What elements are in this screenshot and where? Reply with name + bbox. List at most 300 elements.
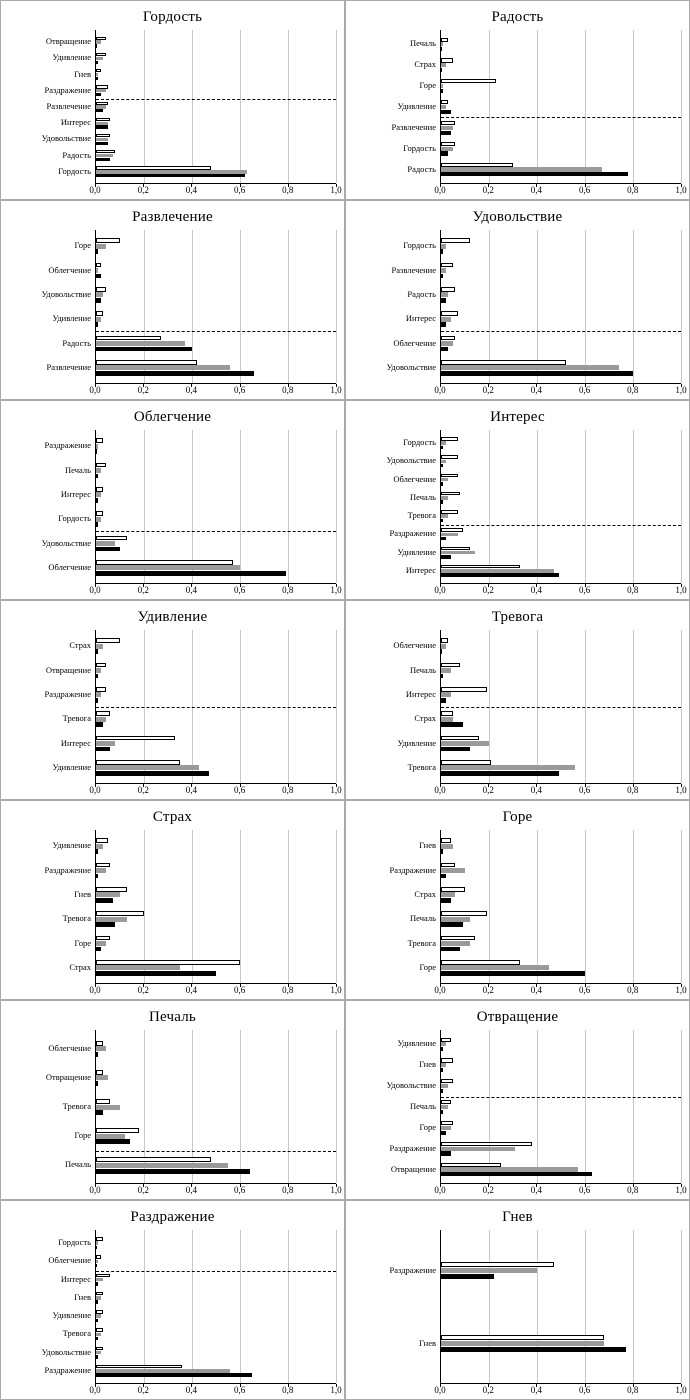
bar-white xyxy=(96,1328,103,1332)
category-label: Раздражение xyxy=(44,688,91,699)
x-tick-label: 0,8 xyxy=(627,185,639,195)
x-tick-label: 0,2 xyxy=(482,1185,494,1195)
bar-black xyxy=(96,77,98,80)
bar-black xyxy=(441,500,443,504)
gridline xyxy=(681,830,682,983)
category-label: Горе xyxy=(419,961,436,972)
bar-white xyxy=(441,142,455,146)
bar-gray xyxy=(96,1075,108,1080)
bar-gray xyxy=(441,1063,446,1067)
bar-black xyxy=(441,747,470,752)
chart-title: Горе xyxy=(502,809,533,825)
bar-gray xyxy=(441,1105,448,1109)
x-axis-ticks xyxy=(434,984,687,998)
category-label: Развлечение xyxy=(46,361,91,372)
x-tick-label: 0,0 xyxy=(89,1385,101,1395)
x-tick-label: 0,0 xyxy=(434,385,446,395)
bar-white xyxy=(441,1121,453,1125)
category-label: Облегчение xyxy=(48,561,91,572)
gridline xyxy=(585,430,586,583)
x-tick-label: 1,0 xyxy=(675,1185,687,1195)
bar-gray xyxy=(96,565,240,570)
bar-black xyxy=(441,849,443,854)
bar-gray xyxy=(96,122,108,125)
category-label: Удивление xyxy=(397,1038,436,1049)
x-tick-label: 0,8 xyxy=(282,185,294,195)
bar-black xyxy=(441,698,446,703)
category-label: Радость xyxy=(62,337,91,348)
bar-gray xyxy=(96,292,103,297)
x-tick-label: 0,8 xyxy=(282,1385,294,1395)
threshold-line xyxy=(441,707,681,708)
bar-black xyxy=(441,1151,451,1155)
x-tick-label: 0,4 xyxy=(185,1385,198,1395)
gridline xyxy=(633,1030,634,1183)
category-label: Раздражение xyxy=(389,1142,436,1153)
bar-gray xyxy=(441,42,443,46)
gridline xyxy=(240,430,241,583)
bar-white xyxy=(96,69,101,72)
category-label: Развлечение xyxy=(391,121,436,132)
bar-white xyxy=(96,287,106,292)
bar-gray xyxy=(96,170,247,173)
x-tick-label: 0,6 xyxy=(578,185,591,195)
category-labels xyxy=(354,30,440,184)
gridline xyxy=(681,30,682,183)
bar-gray xyxy=(96,365,230,370)
plot-area xyxy=(440,230,681,384)
bar-black xyxy=(441,722,463,727)
chart-title: Раздражение xyxy=(130,1209,215,1225)
category-label: Удивление xyxy=(397,101,436,111)
bar-gray xyxy=(441,514,448,518)
bar-gray xyxy=(441,63,446,67)
category-label: Тревога xyxy=(62,1328,91,1339)
bar-white xyxy=(96,150,115,153)
x-tick-label: 0,2 xyxy=(137,585,149,595)
bar-black xyxy=(96,1052,98,1057)
category-label: Горе xyxy=(419,80,436,91)
plot-area xyxy=(440,1030,681,1184)
x-axis-ticks xyxy=(434,1184,687,1198)
x-axis-ticks xyxy=(434,184,687,198)
category-label: Удивление xyxy=(397,546,436,557)
bar-black xyxy=(441,131,451,135)
plot-area xyxy=(440,630,681,784)
bar-gray xyxy=(441,460,446,464)
category-label: Облегчение xyxy=(393,337,436,348)
bar-black xyxy=(96,1300,98,1304)
category-label: Удовольствие xyxy=(386,1080,436,1091)
bar-gray xyxy=(441,292,448,297)
bar-gray xyxy=(441,668,451,673)
bar-gray xyxy=(96,917,127,922)
bar-white xyxy=(96,85,108,88)
category-labels xyxy=(354,430,440,584)
category-label: Гордость xyxy=(58,1237,91,1248)
gridline xyxy=(192,30,193,183)
bar-black xyxy=(96,298,101,303)
bar-gray xyxy=(96,492,101,497)
category-labels xyxy=(9,630,95,784)
bar-black xyxy=(441,322,446,327)
bar-gray xyxy=(96,1369,230,1373)
chart-panel xyxy=(345,0,690,200)
bar-white xyxy=(441,58,453,62)
bar-gray xyxy=(96,668,101,673)
bar-black xyxy=(96,1373,252,1377)
x-tick-label: 0,6 xyxy=(578,1185,591,1195)
category-label: Раздражение xyxy=(389,528,436,539)
bar-black xyxy=(96,249,98,254)
x-tick-label: 0,0 xyxy=(89,1185,101,1195)
plot-area xyxy=(440,830,681,984)
bar-gray xyxy=(441,147,453,151)
bar-gray xyxy=(441,1147,515,1151)
category-label: Удовольствие xyxy=(41,1346,91,1357)
gridline xyxy=(144,1230,145,1383)
category-label: Тревога xyxy=(62,713,91,724)
chart-title: Развлечение xyxy=(132,209,213,225)
bar-black xyxy=(96,274,101,279)
x-tick-label: 0,0 xyxy=(89,185,101,195)
x-tick-label: 0,2 xyxy=(482,185,494,195)
gridline xyxy=(681,1230,682,1383)
chart-title: Тревога xyxy=(491,609,544,625)
category-label: Горе xyxy=(74,240,91,251)
category-labels xyxy=(354,630,440,784)
bar-white xyxy=(441,336,455,341)
x-tick-label: 0,8 xyxy=(282,785,294,795)
bar-black xyxy=(96,747,110,752)
category-label: Гнев xyxy=(419,840,436,851)
bar-black xyxy=(96,1264,97,1268)
bar-gray xyxy=(96,1278,103,1282)
bar-white xyxy=(96,360,197,365)
bar-black xyxy=(96,1110,103,1115)
bar-white xyxy=(441,863,455,868)
chart-title: Удивление xyxy=(137,609,208,625)
bar-gray xyxy=(96,73,98,76)
bar-black xyxy=(441,347,448,352)
bar-gray xyxy=(96,1105,120,1110)
chart-title: Удовольствие xyxy=(472,209,563,225)
x-tick-label: 0,6 xyxy=(233,1185,246,1195)
bar-black xyxy=(441,971,585,976)
bar-white xyxy=(441,1262,554,1267)
bar-gray xyxy=(96,341,185,346)
bar-white xyxy=(96,1128,139,1133)
bar-black xyxy=(96,1355,98,1359)
bar-white xyxy=(96,1292,103,1296)
bar-white xyxy=(441,1038,451,1042)
gridline xyxy=(489,1030,490,1183)
gridline xyxy=(633,430,634,583)
bar-gray xyxy=(96,40,101,43)
category-label: Отвращение xyxy=(45,1071,91,1082)
category-label: Тревога xyxy=(62,1101,91,1111)
x-tick-label: 0,6 xyxy=(233,785,246,795)
threshold-line xyxy=(96,331,336,332)
bar-black xyxy=(441,555,451,559)
bar-black xyxy=(441,249,443,254)
x-tick-label: 0,4 xyxy=(530,1185,543,1195)
bar-white xyxy=(441,38,448,42)
category-label: Удовольствие xyxy=(386,361,436,372)
category-label: Горе xyxy=(74,937,91,948)
bar-gray xyxy=(441,917,470,922)
bar-gray xyxy=(441,965,549,970)
bar-white xyxy=(96,166,211,169)
bar-gray xyxy=(96,444,98,449)
bar-black xyxy=(441,898,451,903)
bar-black xyxy=(96,898,113,903)
x-tick-label: 0,2 xyxy=(482,585,494,595)
bar-white xyxy=(96,1255,101,1259)
x-axis-ticks xyxy=(89,1384,342,1398)
bar-gray xyxy=(441,84,443,88)
chart-title: Радость xyxy=(491,9,544,25)
bar-white xyxy=(96,1310,103,1314)
bar-gray xyxy=(96,965,180,970)
bar-black xyxy=(96,649,98,654)
bar-white xyxy=(96,936,110,941)
bar-white xyxy=(96,336,161,341)
bar-gray xyxy=(441,244,446,249)
category-labels xyxy=(354,830,440,984)
bar-black xyxy=(441,371,633,376)
bar-black xyxy=(441,151,448,155)
x-tick-label: 0,0 xyxy=(434,1185,446,1195)
bar-black xyxy=(441,1089,443,1093)
category-label: Раздражение xyxy=(44,1364,91,1375)
gridline xyxy=(240,30,241,183)
x-tick-label: 0,8 xyxy=(282,585,294,595)
plot-area xyxy=(440,430,681,584)
category-label: Интерес xyxy=(405,564,436,575)
x-tick-label: 1,0 xyxy=(675,1385,687,1395)
category-label: Печаль xyxy=(410,913,436,924)
category-label: Гордость xyxy=(403,437,436,448)
category-label: Страх xyxy=(69,640,91,651)
plot-area xyxy=(95,30,336,184)
bar-white xyxy=(441,263,453,268)
bar-black xyxy=(441,1274,494,1279)
x-axis-ticks xyxy=(89,584,342,598)
bar-gray xyxy=(441,868,465,873)
bar-white xyxy=(96,37,106,40)
bar-black xyxy=(441,519,443,523)
bar-white xyxy=(441,638,448,643)
x-tick-label: 0,6 xyxy=(233,385,246,395)
bar-gray xyxy=(96,154,113,157)
bar-gray xyxy=(96,741,115,746)
bar-white xyxy=(441,1100,451,1104)
bar-gray xyxy=(441,765,575,770)
gridline xyxy=(336,430,337,583)
chart-title: Гордость xyxy=(142,9,203,25)
bar-gray xyxy=(441,126,453,130)
x-tick-label: 0,0 xyxy=(434,585,446,595)
bar-white xyxy=(441,360,566,365)
gridline xyxy=(336,230,337,383)
bar-black xyxy=(441,47,442,51)
category-label: Интерес xyxy=(60,737,91,748)
gridline xyxy=(681,430,682,583)
threshold-line xyxy=(441,117,681,118)
chart-panel xyxy=(0,400,345,600)
bar-gray xyxy=(96,1163,228,1168)
x-tick-label: 1,0 xyxy=(330,1185,342,1195)
category-label: Интерес xyxy=(60,488,91,499)
bar-black xyxy=(441,922,463,927)
bar-gray xyxy=(96,765,199,770)
x-tick-label: 0,4 xyxy=(185,585,198,595)
category-label: Печаль xyxy=(410,38,436,49)
gridline xyxy=(585,230,586,383)
bar-white xyxy=(96,887,127,892)
category-label: Горе xyxy=(419,1121,436,1132)
category-label: Страх xyxy=(414,59,436,70)
bar-white xyxy=(441,528,463,532)
category-label: Интерес xyxy=(405,688,436,699)
category-label: Радость xyxy=(407,288,436,299)
x-tick-label: 0,8 xyxy=(282,985,294,995)
category-label: Печаль xyxy=(410,664,436,675)
bar-white xyxy=(96,1237,103,1241)
category-label: Гнев xyxy=(74,888,91,899)
bar-white xyxy=(441,736,479,741)
x-tick-label: 0,0 xyxy=(434,785,446,795)
bar-gray xyxy=(441,317,451,322)
threshold-line xyxy=(96,1271,336,1272)
category-label: Интерес xyxy=(405,313,436,324)
bar-gray xyxy=(441,105,446,109)
category-label: Удовольствие xyxy=(41,537,91,548)
x-tick-label: 0,6 xyxy=(578,1385,591,1395)
gridline xyxy=(633,230,634,383)
bar-white xyxy=(96,102,108,105)
category-label: Интерес xyxy=(60,117,91,128)
bar-gray xyxy=(441,569,554,573)
bar-white xyxy=(441,887,465,892)
gridline xyxy=(633,1230,634,1383)
bar-black xyxy=(441,1131,446,1135)
x-tick-label: 0,4 xyxy=(530,385,543,395)
chart-panel xyxy=(345,400,690,600)
bar-black xyxy=(96,522,98,527)
chart-panel xyxy=(0,800,345,1000)
x-axis-ticks xyxy=(89,384,342,398)
x-tick-label: 0,2 xyxy=(482,1385,494,1395)
bar-white xyxy=(441,1058,453,1062)
threshold-line xyxy=(96,531,336,532)
category-label: Печаль xyxy=(65,464,91,475)
category-label: Удивление xyxy=(52,1310,91,1321)
bar-gray xyxy=(96,244,106,249)
x-tick-label: 0,2 xyxy=(137,1385,149,1395)
x-tick-label: 1,0 xyxy=(330,785,342,795)
category-label: Облегчение xyxy=(48,1255,91,1266)
chart-panel xyxy=(345,1000,690,1200)
bar-gray xyxy=(96,105,106,108)
category-label: Раздражение xyxy=(44,864,91,875)
bar-black xyxy=(96,922,115,927)
bar-white xyxy=(96,736,175,741)
category-labels xyxy=(9,1030,95,1184)
bar-black xyxy=(96,1282,98,1286)
x-tick-label: 0,2 xyxy=(482,985,494,995)
bar-black xyxy=(96,61,98,64)
bar-black xyxy=(96,142,108,145)
bar-white xyxy=(96,1365,182,1369)
category-label: Печаль xyxy=(410,1101,436,1111)
bar-black xyxy=(441,874,446,879)
threshold-line xyxy=(441,1097,681,1098)
gridline xyxy=(336,630,337,783)
bar-black xyxy=(96,1319,98,1323)
bar-white xyxy=(96,1099,110,1104)
gridline xyxy=(585,30,586,183)
gridline xyxy=(489,30,490,183)
bar-gray xyxy=(441,892,455,897)
bar-white xyxy=(441,936,475,941)
bar-black xyxy=(96,874,98,879)
bar-gray xyxy=(441,1341,604,1346)
gridline xyxy=(288,430,289,583)
gridline xyxy=(681,1030,682,1183)
x-tick-label: 0,6 xyxy=(233,185,246,195)
x-tick-label: 0,0 xyxy=(89,385,101,395)
x-tick-label: 0,4 xyxy=(530,785,543,795)
bar-white xyxy=(96,463,106,468)
bar-gray xyxy=(441,1268,537,1273)
category-label: Раздражение xyxy=(44,84,91,95)
bar-gray xyxy=(441,1084,448,1088)
gridline xyxy=(585,1230,586,1383)
bar-gray xyxy=(96,1134,125,1139)
bar-gray xyxy=(441,441,446,445)
gridline xyxy=(288,30,289,183)
category-label: Тревога xyxy=(407,937,436,948)
bar-white xyxy=(96,1157,211,1162)
bar-gray xyxy=(96,541,115,546)
bar-black xyxy=(96,371,254,376)
category-labels xyxy=(9,230,95,384)
category-labels xyxy=(9,430,95,584)
gridline xyxy=(585,830,586,983)
category-label: Удивление xyxy=(52,313,91,324)
bar-gray xyxy=(441,533,458,537)
bar-white xyxy=(96,663,106,668)
bar-black xyxy=(96,547,120,552)
category-label: Интерес xyxy=(60,1273,91,1284)
gridline xyxy=(633,830,634,983)
bar-black xyxy=(441,1172,592,1176)
bar-white xyxy=(96,711,110,716)
plot-area xyxy=(440,30,681,184)
bar-gray xyxy=(96,468,101,473)
bar-black xyxy=(441,771,559,776)
bar-white xyxy=(441,960,520,965)
chart-panel xyxy=(0,1000,345,1200)
category-label: Радость xyxy=(62,149,91,160)
bar-black xyxy=(96,474,98,479)
bar-black xyxy=(96,698,98,703)
chart-panel xyxy=(345,200,690,400)
bar-black xyxy=(96,674,98,679)
x-tick-label: 0,8 xyxy=(627,785,639,795)
